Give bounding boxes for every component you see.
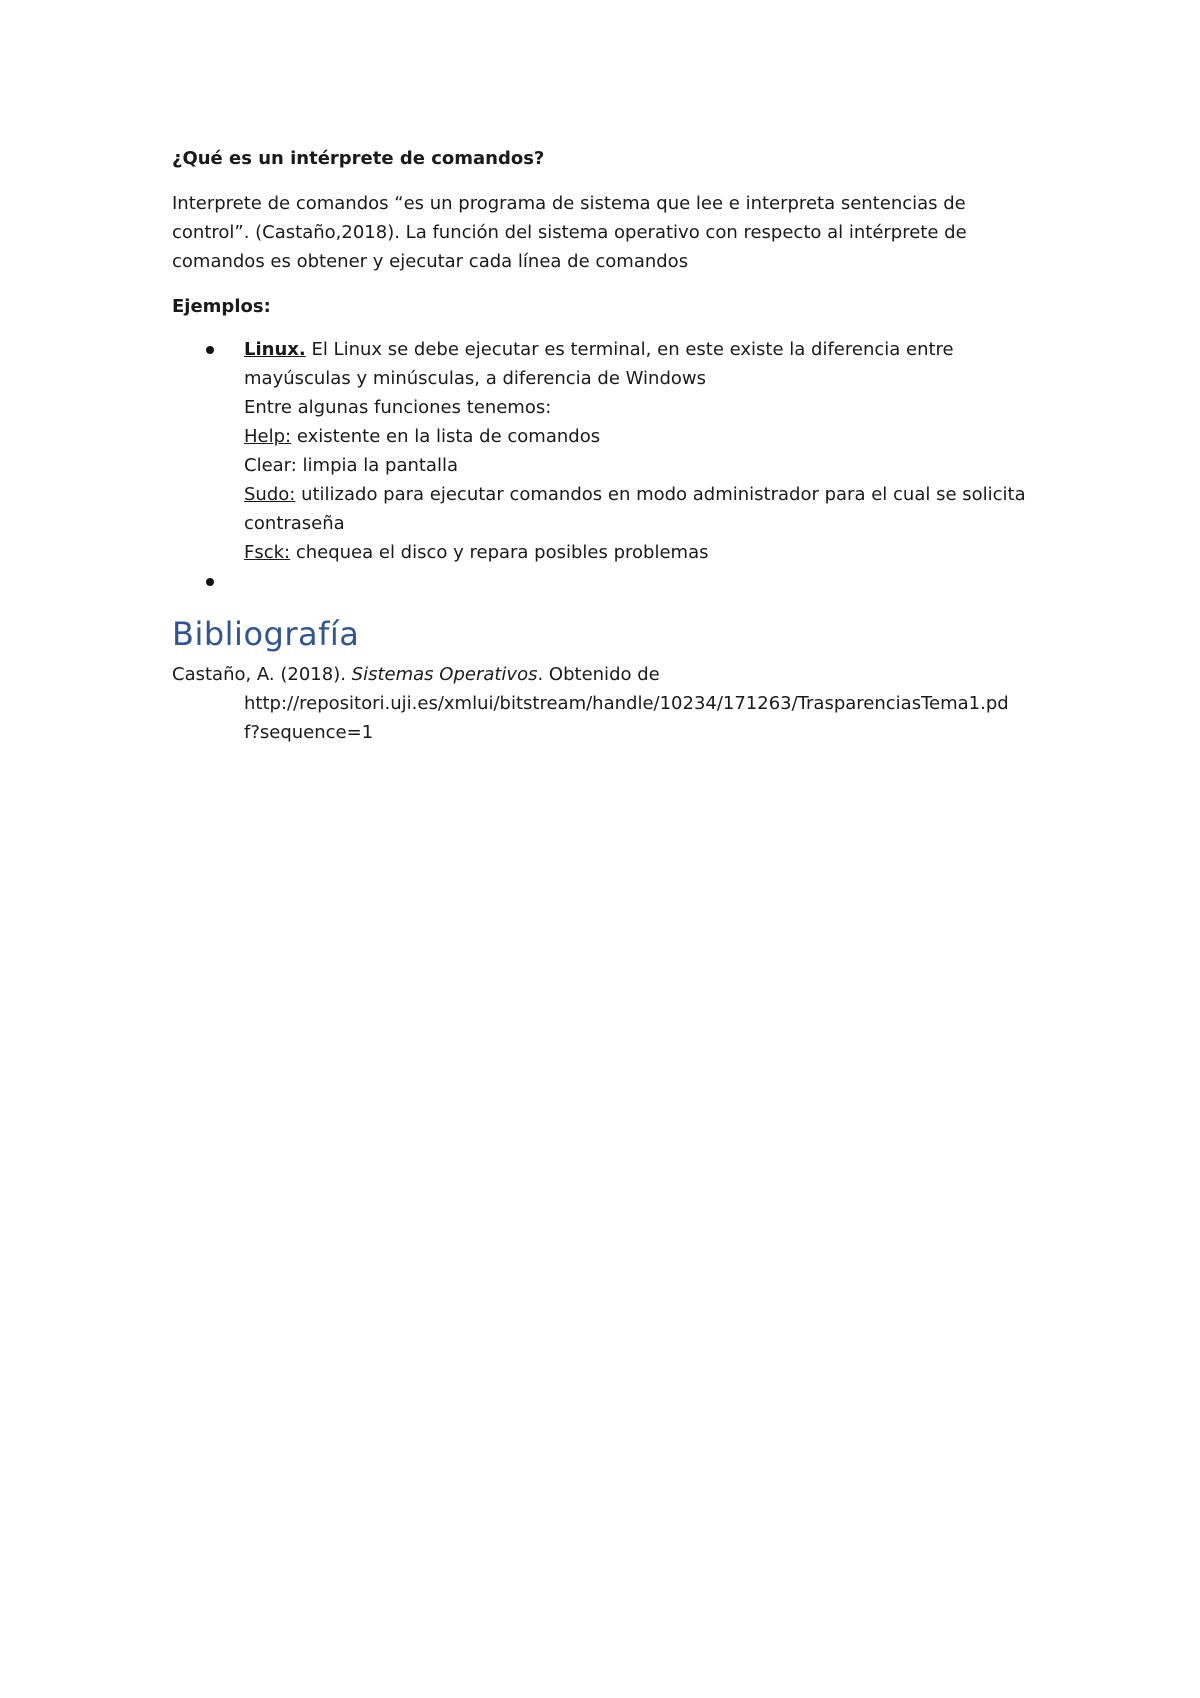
- ref-author: Castaño, A. (2018).: [172, 664, 352, 685]
- fsck-line: [244, 538, 1052, 567]
- linux-line-2: mayúsculas y minúsculas, a diferencia de Windows: [244, 368, 706, 389]
- bibliography-heading: Bibliografía: [172, 615, 360, 653]
- bibliography-entry: [172, 660, 1052, 747]
- ref-url-line-2[interactable]: f?sequence=1: [244, 722, 374, 743]
- document-body: [172, 144, 1052, 747]
- ref-after-title: . Obtenido de: [537, 664, 660, 685]
- bullet-icon: [206, 578, 214, 586]
- fsck-desc: chequea el disco y repara posibles problemas: [290, 542, 709, 563]
- ref-url-line-1[interactable]: http://repositori.uji.es/xmlui/bitstream/handle/10234/171263/TrasparenciasTema1.pd: [244, 693, 1009, 714]
- sudo-line: [244, 480, 1052, 509]
- linux-line-3: Entre algunas funciones tenemos:: [244, 397, 552, 418]
- bullet-icon: [206, 346, 214, 354]
- examples-list: [172, 335, 1052, 596]
- clear-line: Clear: limpia la pantalla: [244, 455, 458, 476]
- ref-title: Sistemas Operativos: [351, 664, 538, 685]
- help-line: [244, 422, 1052, 451]
- sudo-desc: utilizado para ejecutar comandos en modo administrador para el cual se solicita: [295, 484, 1026, 505]
- linux-line-1: [244, 335, 1052, 364]
- list-item-empty: [172, 567, 1052, 596]
- intro-paragraph: [172, 189, 1052, 276]
- question-heading: ¿Qué es un intérprete de comandos?: [172, 148, 545, 169]
- intro-line-2: control”. (Castaño,2018). La función del sistema operativo con respecto al intérprete de: [172, 222, 967, 243]
- linux-line-1-text: El Linux se debe ejecutar es terminal, en este existe la diferencia entre: [305, 339, 954, 360]
- sudo-line-2: contraseña: [244, 513, 345, 534]
- fsck-term: Fsck:: [244, 542, 291, 563]
- intro-line-1: Interprete de comandos “es un programa de sistema que lee e interpreta sentencias de: [172, 193, 966, 214]
- help-desc: existente en la lista de comandos: [291, 426, 601, 447]
- list-item-linux: [172, 335, 1052, 567]
- examples-label: Ejemplos:: [172, 296, 271, 317]
- sudo-term: Sudo:: [244, 484, 296, 505]
- intro-line-3: comandos es obtener y ejecutar cada línea de comandos: [172, 251, 689, 272]
- help-term: Help:: [244, 426, 292, 447]
- ref-line-1: [172, 660, 1052, 689]
- linux-title: Linux.: [244, 339, 306, 360]
